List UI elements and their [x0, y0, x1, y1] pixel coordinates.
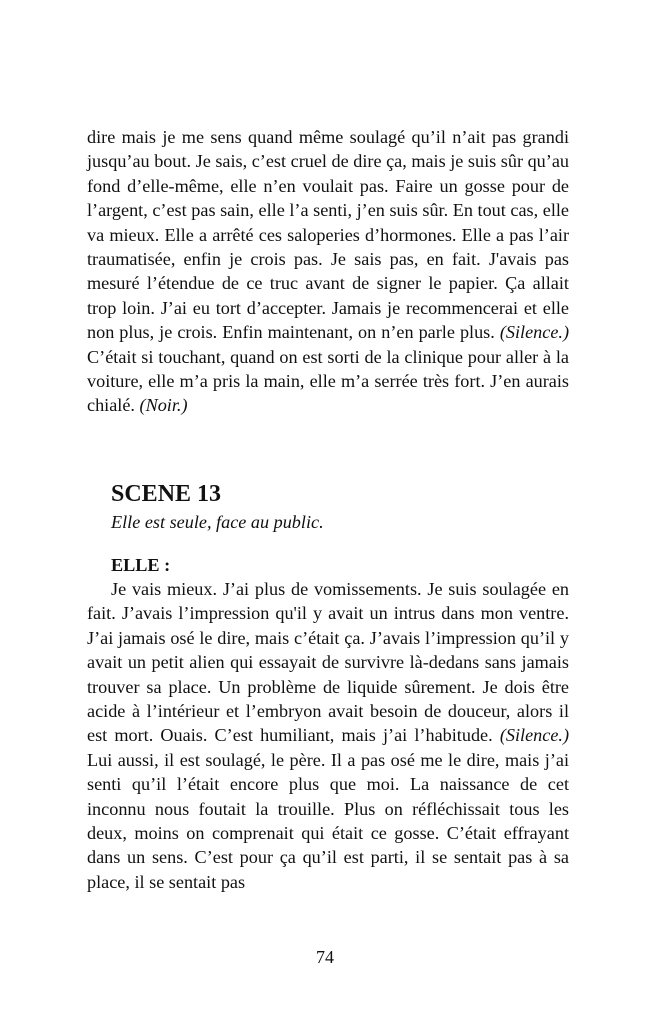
- monologue-text: dire mais je me sens quand même soulagé qu’il n’ait pas grandi jusqu’au bout. Je sais, c’est cruel de dire ça, mais je suis sûr qu’au fond d’elle-même, elle n’en voulait pas. Faire un gosse pour de l’argent, c’est pas sain, elle l’a senti, j’en suis sûr. En tout cas, elle va mieux. Elle a arrêté ces saloperies d’hormones. Elle a pas l’air traumatisée, enfin je crois pas. Je sais pas, en fait. J'avais pas mesuré l’étendue de ce truc avant de signer le papier. Ça allait trop loin. J’ai eu tort d’accepter. Jamais je recommencerai et elle non plus, je crois. Enfin maintenant, on n’en parle plus.: [87, 127, 569, 343]
- page-number: 74: [316, 947, 334, 967]
- speech-text-1: Je vais mieux. J’ai plus de vomissements. Je suis soulagée en fait. J’avais l’impression qu'il y avait un intrus dans mon ventre. J’ai jamais osé le dire, mais c’était ça. J’avais l’impression qu’il y avait un petit alien qui essayait de survivre là-dedans sans jamais trouver sa place. Un problème de liquide sûrement. Je dois être acide à l’intérieur et l’embryon avait besoin de douceur, alors il est mort. Ouais. C’est humiliant, mais j’ai l’habitude.: [87, 578, 569, 746]
- speech-stage-direction: (Silence.): [499, 725, 569, 746]
- speech-paragraph: [87, 577, 569, 894]
- monologue-text-2: C’était si touchant, quand on est sorti de la clinique pour aller à la voiture, elle m’a pris la main, elle m’a serrée très fort. J’en aurais chialé.: [87, 346, 569, 416]
- page-body: [87, 125, 569, 894]
- stage-direction-noir: (Noir.): [139, 395, 188, 416]
- scene-title: SCENE 13: [111, 480, 222, 507]
- scene-header: [111, 480, 569, 577]
- stage-direction-silence: (Silence.): [499, 322, 570, 343]
- speaker-name: ELLE :: [111, 554, 171, 575]
- scene-stage-direction: Elle est seule, face au public.: [111, 511, 324, 532]
- monologue-continuation: [87, 125, 569, 418]
- speech-text-2: Lui aussi, il est soulagé, le père. Il a pas osé me le dire, mais j’ai senti qu’il l’était encore plus que moi. La naissance de cet inconnu nous foutait la trouille. Plus on réfléchissait tous les deux, moins on comprenait qui était ce gosse. C’était effrayant dans un sens. C’est pour ça qu’il est parti, il se sentait pas à sa place, il se sentait pas: [87, 749, 569, 892]
